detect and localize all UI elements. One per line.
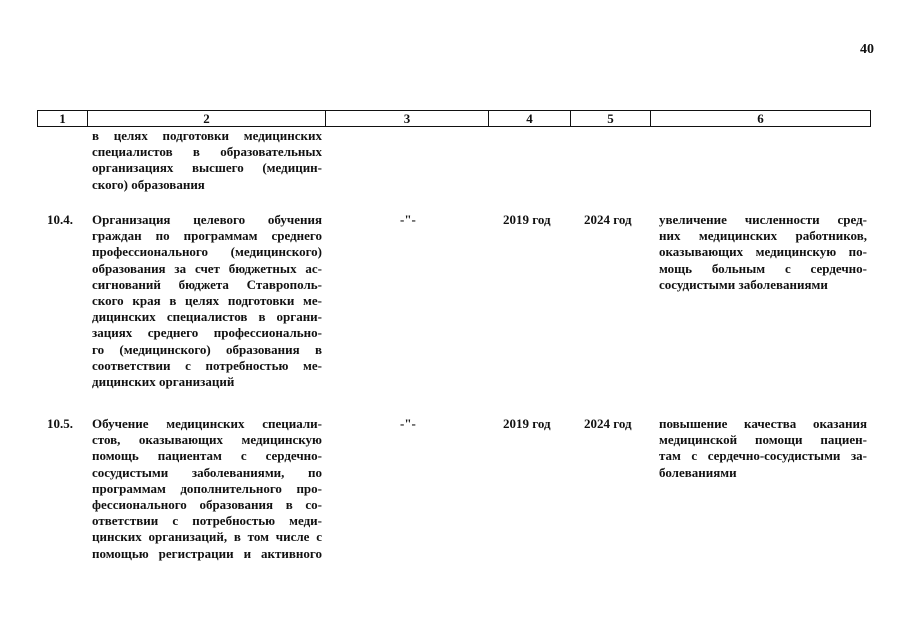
row-10-4-start-year: 2019 год [503,212,551,227]
outcome-line: мощь больным с сердечно- [659,260,867,276]
desc-line: дицинских специалистов в органи- [92,309,322,325]
row-10-5-end-year: 2024 год [584,416,632,431]
row-10-4-description [92,212,322,390]
header-cell-6: 6 [757,111,764,126]
desc-line: помощью регистрации и активного [92,545,322,561]
page-number: 40 [860,42,874,57]
table-header-row [37,110,871,127]
outcome-line: увеличение численности сред- [659,212,867,227]
desc-line: дицинских организаций [92,374,235,390]
row-10-4-number: 10.4. [47,212,73,227]
row-10-4-outcome [659,212,867,293]
header-cell-1: 1 [38,111,88,126]
outcome-line: них медицинских работников, [659,228,867,244]
outcome-line: там с сердечно-сосудистыми за- [659,448,867,464]
desc-line: соответствии с потребностью ме- [92,357,322,373]
desc-line: Обучение медицинских специали- [92,416,322,431]
desc-line: ского края в целях подготовки ме- [92,293,322,309]
desc-line: специалистов в образовательных [92,144,322,160]
row-10-5-number: 10.5. [47,416,73,431]
row-continuation-description [92,128,322,193]
header-cell-3: 3 [326,111,489,126]
desc-line: Организация целевого обучения [92,212,322,227]
desc-line: граждан по программам среднего [92,228,322,244]
desc-line: помощь пациентам с сердечно- [92,448,322,464]
desc-line: го (медицинского) образования в [92,341,322,357]
desc-line: организациях высшего (медицин- [92,160,322,176]
outcome-line: медицинской помощи пациен- [659,432,867,448]
header-cell-4: 4 [489,111,571,126]
desc-line: цинских организаций, в том числе с [92,529,322,545]
desc-line: стов, оказывающих медицинскую [92,432,322,448]
header-cell-2: 2 [88,111,326,126]
outcome-line: повышение качества оказания [659,416,867,431]
row-10-4-end-year: 2024 год [584,212,632,227]
desc-line: в целях подготовки медицинских [92,128,322,143]
desc-line: профессионального (медицинского) [92,244,322,260]
row-10-5-executor: -"- [400,416,416,431]
desc-line: ского) образования [92,176,205,192]
header-cell-5: 5 [571,111,651,126]
row-10-4-executor: -"- [400,212,416,227]
desc-line: зациях среднего профессионально- [92,325,322,341]
row-10-5-description [92,416,322,562]
outcome-line: сосудистыми заболеваниями [659,276,828,292]
desc-line: фессионального образования в со- [92,497,322,513]
desc-line: образования за счет бюджетных ас- [92,260,322,276]
row-10-5-start-year: 2019 год [503,416,551,431]
desc-line: сосудистыми заболеваниями, по [92,464,322,480]
desc-line: сигнований бюджета Ставрополь- [92,276,322,292]
outcome-line: оказывающих медицинскую по- [659,244,867,260]
row-10-5-outcome [659,416,867,481]
desc-line: ответствии с потребностью меди- [92,513,322,529]
desc-line: программам дополнительного про- [92,480,322,496]
outcome-line: болеваниями [659,464,737,480]
